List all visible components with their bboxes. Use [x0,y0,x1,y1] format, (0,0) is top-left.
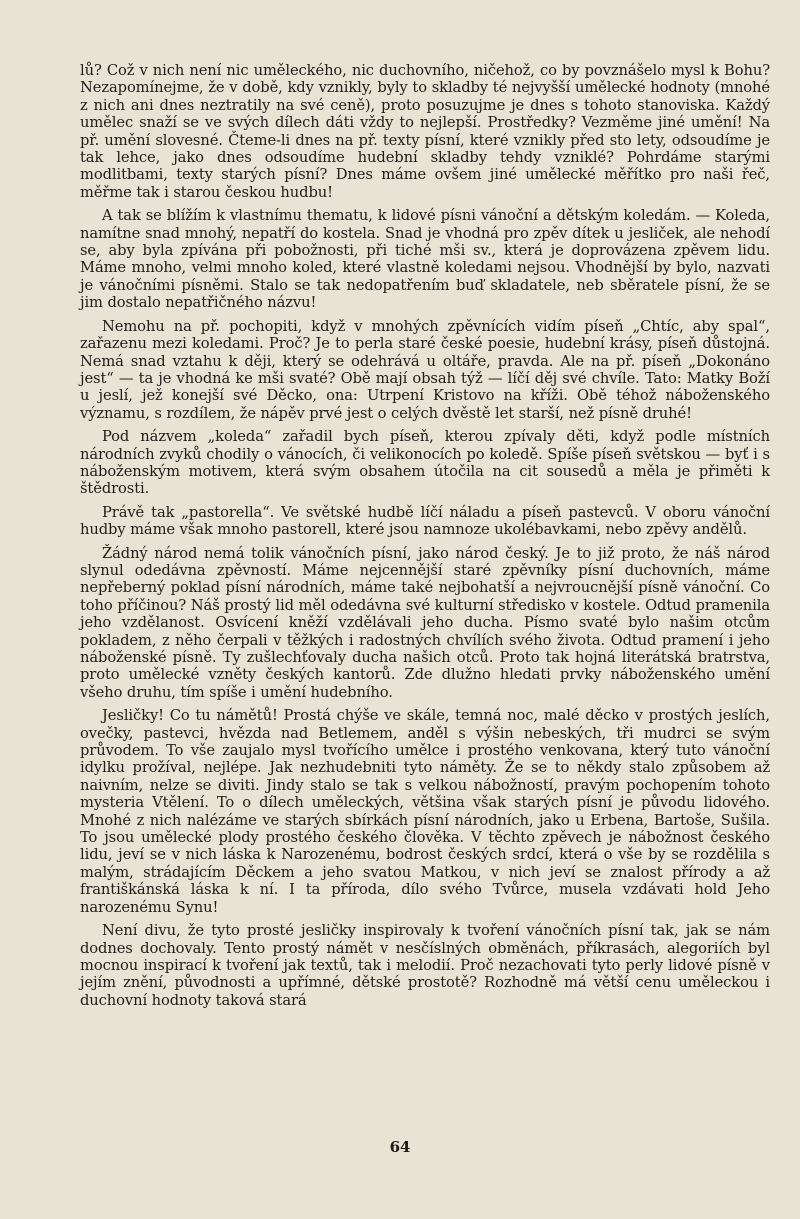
paragraph: Nemohu na př. pochopiti, když v mnohých zpěvnících vidím píseň „Chtíc, aby spal“, zařazenu mezi koledami. Proč? Je to perla staré české poesie, hudební krásy, píseň důstojná. Nemá snad vztahu k ději, který se odehrává u oltáře, pravda. Ale na př. píseň „Dokonáno jest“ — ta je vhodná ke mši svaté? Obě mají obsah týž — líčí děj své chvíle. Tato: Matky Boží u jeslí, jež konejší své Děcko, ona: Utrpení Kristovo na kříži. Obě téhož náboženského významu, s rozdílem, že nápěv prvé jest o celých dvěstě let starší, než písně druhé! [80,317,770,422]
paragraph: Žádný národ nemá tolik vánočních písní, jako národ český. Je to již proto, že náš národ slynul odedávna zpěvností. Máme nejcennější staré zpěvníky písní duchovních, máme nepřeberný poklad písní národních, máme také nejbohatší a nejvroucnější písně vánoční. Co toho příčinou? Náš prostý lid měl odedávna své kulturní středisko v kostele. Odtud pramenila jeho vzdělanost. Osvícení kněží vzdělávali jeho ducha. Písmo svaté bylo našim otcům pokladem, z něho čerpali v těžkých i radostných chvílích svého života. Odtud pramení i jeho náboženské písně. Ty zušlechťovaly ducha našich otců. Proto tak hojná literátská bratrstva, proto umělecké vzněty českých kantorů. Zde dlužno hledati prvky náboženského umění všeho druhu, tím spíše i umění hudebního. [80,544,770,701]
paragraph: A tak se blížím k vlastnímu thematu, k lidové písni vánoční a dětským koledám. — Koleda, namítne snad mnohý, nepatří do kostela. Snad je vhodná pro zpěv dítek u jesliček, ale nehodí se, aby byla zpívána při pobožnosti, při tiché mši sv., která je doprovázena zpěvem lidu. Máme mnoho, velmi mnoho koled, které vlastně koledami nejsou. Vhodnější by bylo, nazvati je vánočními písněmi. Stalo se tak nedopatřením buď skladatele, neb sběratele písní, že se jim dostalo nepatřičného názvu! [80,207,770,312]
paragraph: Právě tak „pastorella“. Ve světské hudbě líčí náladu a píseň pastevců. V oboru vánoční hudby máme však mnoho pastorell, které jsou namnoze ukolébavkami, nebo zpěvy andělů. [80,503,770,539]
paragraph: Pod názvem „koleda“ zařadil bych píseň, kterou zpívaly děti, když podle místních národních zvyků chodily o vánocích, či velikonocích po koledě. Spíše píseň světskou — byť i s náboženským motivem, která svým obsahem útočila na cit sousedů a měla je přiměti k štědrosti. [80,428,770,498]
paragraph: Není divu, že tyto prosté jesličky inspirovaly k tvoření vánočních písní tak, jak se nám dodnes dochovaly. Tento prostý námět v nesčíslných obměnách, příkrasách, alegoriích byl mocnou inspirací k tvoření jak textů, tak i melodií. Proč nezachovati tyto perly lidové písně v jejím znění, původnosti a upřímné, dětské prostotě? Rozhodně má větší cenu uměleckou i duchovní hodnoty taková stará [80,922,770,1009]
body-text [80,62,770,1009]
paragraph: lů? Což v nich není nic uměleckého, nic duchovního, ničehož, co by povznášelo mysl k Bohu? Nezapomínejme, že v době, kdy vznikly, byly to skladby té nejvyšší umělecké hodnoty (mnohé z nich ani dnes neztratily na své ceně), proto posuzujme je dnes s tohoto stanoviska. Každý umělec snaží se ve svých dílech dáti vždy to nejlepší. Prostředky? Vezměme jiné umění! Na př. umění slovesné. Čteme-li dnes na př. texty písní, které vznikly před sto lety, odsoudíme je tak lehce, jako dnes odsoudíme hudební skladby tehdy vzniklé? Pohrdáme starými modlitbami, texty starých písní? Dnes máme ovšem jiné umělecké měřítko pro naši řeč, měřme tak i starou českou hudbu! [80,62,770,201]
page-number: 64 [389,1138,411,1156]
paragraph: Jesličky! Co tu námětů! Prostá chýše ve skále, temná noc, malé děcko v prostých jeslích, ovečky, pastevci, hvězda nad Betlemem, anděl s výšin nebeských, tři mudrci se svým průvodem. To vše zaujalo mysl tvořícího umělce i prostého venkovana, který tuto vánoční idylku prožíval, nejlépe. Jak nezhudebniti tyto náměty. Že se to někdy stalo způsobem až naivním, nelze se diviti. Jindy stalo se tak s velkou nábožností, pravým pochopením tohoto mysteria Vtělení. To o dílech uměleckých, většina však starých písní je původu lidového. Mnohé z nich nalézáme ve starých sbírkách písní národních, jako u Erbena, Bartoše, Sušila. To jsou umělecké plody prostého českého člověka. V těchto zpěvech je nábožnost českého lidu, jeví se v nich láska k Narozenému, bodrost českých srdcí, která o vše by se rozdělila s malým, strádajícím Děckem a jeho svatou Matkou, v nich jeví se znalost přírody a až františkánská láska k ní. I ta příroda, dílo svého Tvůrce, musela vzdávati hold Jeho narozenému Synu! [80,707,770,916]
